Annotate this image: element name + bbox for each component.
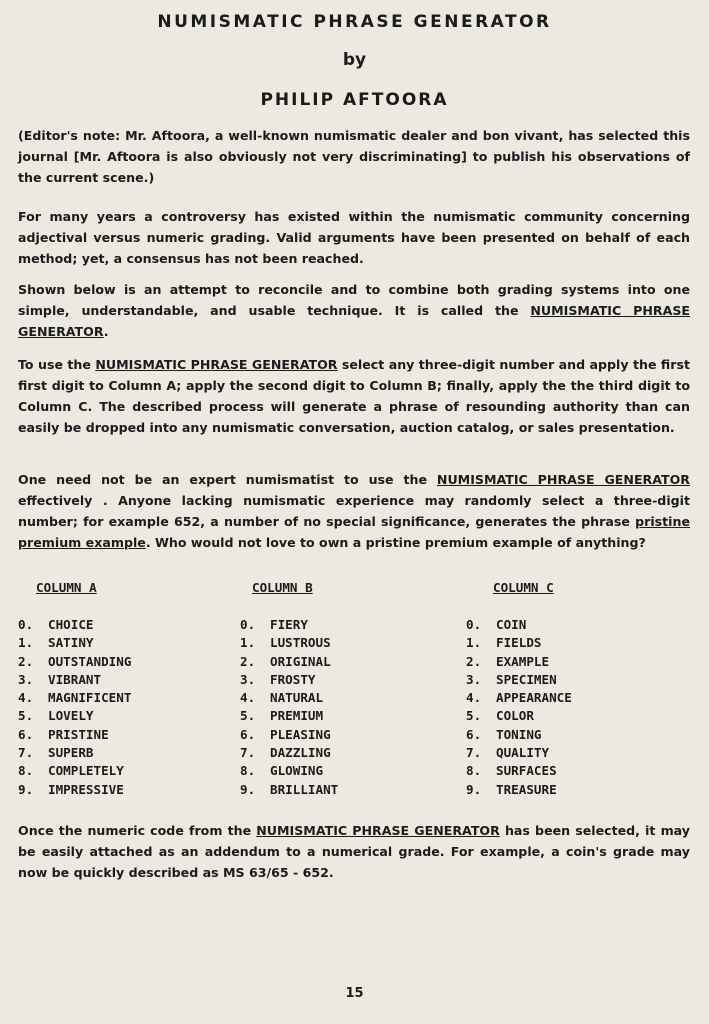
item-number: 8.: [18, 763, 34, 779]
item-number: 0.: [466, 617, 482, 632]
item-word: FIELDS: [496, 635, 542, 651]
column-c-header: COLUMN C: [493, 580, 554, 595]
column-a-item: [18, 689, 131, 707]
column-a-item: [18, 634, 131, 652]
item-number: 8.: [466, 763, 482, 779]
author-name: PHILIP AFTOORA: [260, 90, 449, 110]
column-b-item: [240, 707, 338, 725]
item-word: OUTSTANDING: [48, 653, 132, 669]
item-number: 5.: [18, 708, 34, 724]
item-number: 7.: [240, 745, 256, 761]
column-c-item: [466, 634, 572, 652]
item-number: 0.: [18, 617, 34, 632]
item-word: NATURAL: [270, 690, 324, 706]
item-word: GLOWING: [270, 763, 324, 779]
column-b-item: [240, 762, 338, 780]
column-a-item: [18, 781, 131, 799]
item-number: 7.: [18, 745, 34, 761]
column-a-header: COLUMN A: [36, 580, 97, 595]
example-paragraph: One need not be an expert numismatist to use the NUMISMATIC PHRASE GENERATOR effectively . Anyone lacking numismatic experience may randomly select a three-digit number; for example 652, a number of no special significance, generates the phrase pristine premium example. Who would not love to own a pristine premium example of anything?: [18, 472, 691, 550]
generator-name-underlined: NUMISMATIC PHRASE GENERATOR: [436, 472, 691, 487]
column-c-item: [466, 781, 572, 799]
column-a-item: [18, 744, 131, 762]
item-word: TREASURE: [496, 781, 557, 797]
item-word: FIERY: [270, 617, 308, 632]
column-c-list: [466, 616, 572, 799]
generator-name-underlined: NUMISMATIC PHRASE GENERATOR: [95, 357, 338, 372]
column-a-item: [18, 707, 131, 725]
column-c-item: [466, 616, 572, 634]
item-number: 0.: [240, 617, 256, 632]
column-b-list: [240, 616, 338, 799]
item-word: SPECIMEN: [496, 671, 557, 687]
column-a-item: [18, 616, 131, 634]
column-c-item: [466, 744, 572, 762]
item-word: APPEARANCE: [496, 690, 572, 706]
item-number: 3.: [240, 671, 256, 687]
conclusion-paragraph: Once the numeric code from the NUMISMATIC PHRASE GENERATOR has been selected, it may be easily attached as an addendum to a numerical grade. For example, a coin's grade may now be quickly described as MS 63/65 - 652.: [18, 823, 691, 880]
item-word: SURFACES: [496, 763, 557, 779]
item-word: QUALITY: [496, 745, 550, 761]
item-word: PRISTINE: [48, 726, 109, 742]
column-a-item: [18, 671, 131, 689]
page-number: 15: [345, 986, 364, 1001]
item-number: 9.: [466, 781, 482, 797]
column-b-header: COLUMN B: [252, 580, 313, 595]
column-b-item: [240, 634, 338, 652]
item-word: LOVELY: [48, 708, 94, 724]
item-word: DAZZLING: [270, 745, 331, 761]
example-phrase-underlined: pristine premium example: [18, 514, 690, 550]
item-word: CHOICE: [48, 617, 94, 632]
item-word: IMPRESSIVE: [48, 781, 124, 797]
column-a-item: [18, 726, 131, 744]
item-number: 5.: [240, 708, 256, 724]
column-c-item: [466, 689, 572, 707]
editors-note: (Editor's note: Mr. Aftoora, a well-known numismatic dealer and bon vivant, has selected this journal [Mr. Aftoora is also obviously not very discriminating] to publish his observations of the current scene.): [18, 128, 690, 185]
column-b-item: [240, 744, 338, 762]
item-number: 4.: [18, 690, 34, 706]
item-word: SATINY: [48, 635, 94, 651]
column-c-item: [466, 762, 572, 780]
item-word: ORIGINAL: [270, 653, 331, 669]
item-number: 2.: [466, 653, 482, 669]
item-number: 7.: [466, 745, 482, 761]
column-c-item: [466, 671, 572, 689]
item-number: 3.: [466, 671, 482, 687]
item-number: 1.: [466, 635, 482, 651]
column-b-item: [240, 781, 338, 799]
column-b-item: [240, 726, 338, 744]
item-word: COLOR: [496, 708, 534, 724]
intro-paragraph: For many years a controversy has existed within the numismatic community concerning adjectival versus numeric grading. Valid arguments have been presented on behalf of each method; yet, a consensus has not been reached.: [18, 209, 690, 266]
column-c-item: [466, 726, 572, 744]
technique-paragraph: Shown below is an attempt to reconcile and to combine both grading systems into one simple, understandable, and usable technique. It is called the NUMISMATIC PHRASE GENERATOR.: [18, 282, 690, 339]
usage-paragraph: To use the NUMISMATIC PHRASE GENERATOR select any three-digit number and apply the first first digit to Column A; apply the second digit to Column B; finally, apply the the third digit to Column C. The described process will generate a phrase of resounding authority than can easily be dropped into any numismatic conversation, auction catalog, or sales presentation.: [18, 357, 690, 435]
item-number: 2.: [240, 653, 256, 669]
column-b-item: [240, 689, 338, 707]
item-word: TONING: [496, 726, 542, 742]
item-word: COMPLETELY: [48, 763, 124, 779]
byline-by: by: [342, 50, 367, 70]
item-word: FROSTY: [270, 671, 316, 687]
item-number: 1.: [18, 635, 34, 651]
item-number: 6.: [18, 726, 34, 742]
item-number: 3.: [18, 671, 34, 687]
column-c-item: [466, 707, 572, 725]
item-word: PREMIUM: [270, 708, 324, 724]
item-number: 4.: [240, 690, 256, 706]
item-word: BRILLIANT: [270, 781, 339, 797]
generator-name-underlined: NUMISMATIC PHRASE GENERATOR: [256, 823, 500, 838]
column-b-item: [240, 616, 338, 634]
item-number: 9.: [18, 781, 34, 797]
column-b-item: [240, 653, 338, 671]
item-number: 1.: [240, 635, 256, 651]
item-number: 8.: [240, 763, 256, 779]
column-a-list: [18, 616, 131, 799]
item-word: EXAMPLE: [496, 653, 550, 669]
item-number: 2.: [18, 653, 34, 669]
item-number: 5.: [466, 708, 482, 724]
column-c-item: [466, 653, 572, 671]
column-b-item: [240, 671, 338, 689]
item-number: 4.: [466, 690, 482, 706]
column-a-item: [18, 653, 131, 671]
item-word: MAGNIFICENT: [48, 690, 132, 706]
item-word: SUPERB: [48, 745, 94, 761]
article-title: NUMISMATIC PHRASE GENERATOR: [157, 12, 552, 32]
generator-name-underlined: NUMISMATIC PHRASE GENERATOR: [18, 303, 690, 339]
item-word: PLEASING: [270, 726, 331, 742]
item-word: LUSTROUS: [270, 635, 331, 651]
item-number: 9.: [240, 781, 256, 797]
item-word: COIN: [496, 617, 527, 632]
item-number: 6.: [240, 726, 256, 742]
item-number: 6.: [466, 726, 482, 742]
item-word: VIBRANT: [48, 671, 102, 687]
column-a-item: [18, 762, 131, 780]
